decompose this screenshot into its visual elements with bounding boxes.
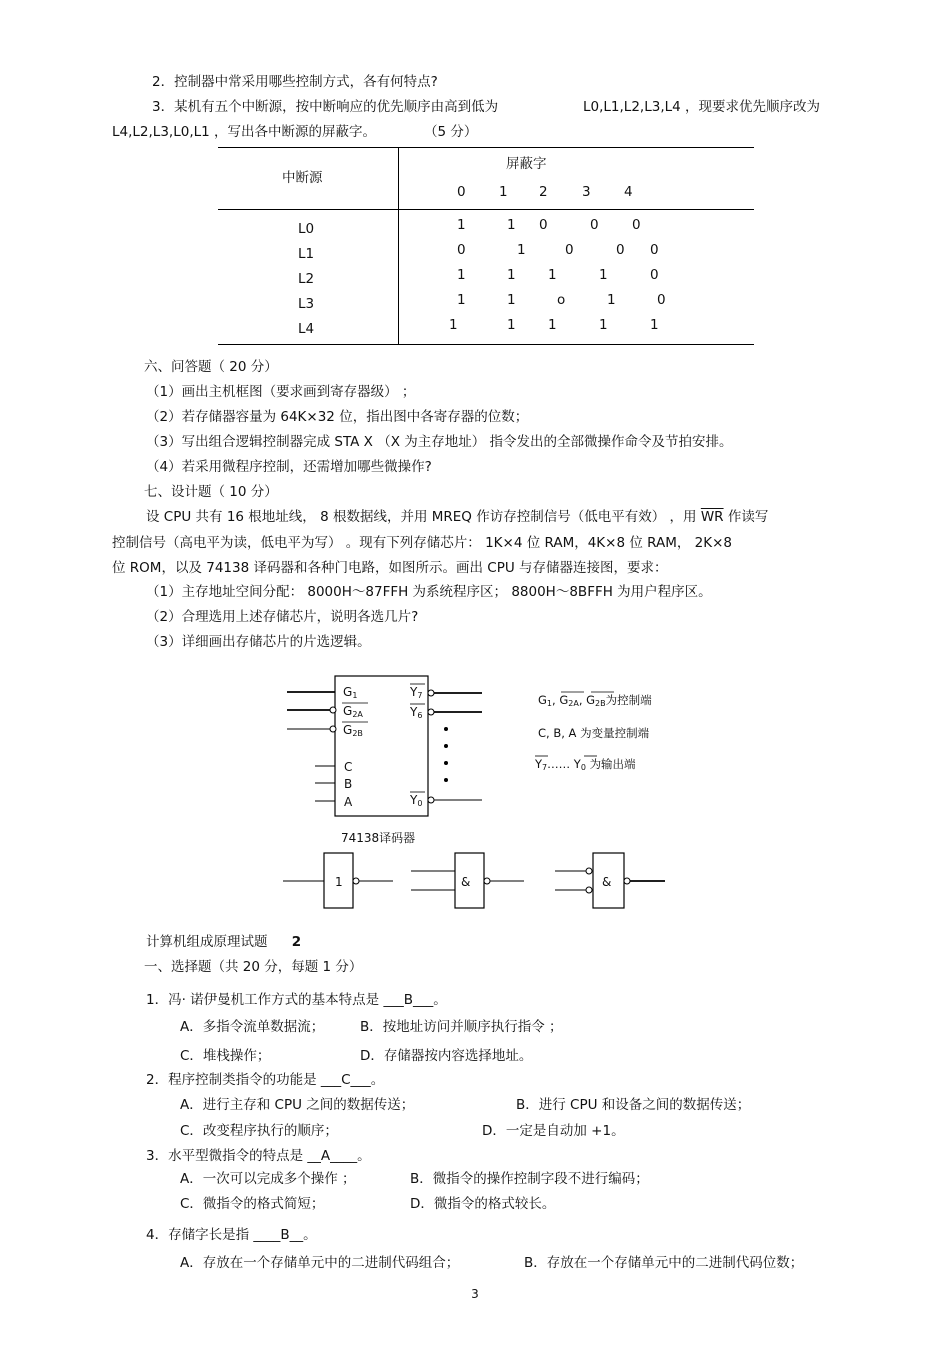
cell: o <box>557 292 566 308</box>
mc-q3-option-d: D．微指令的格式较长。 <box>410 1196 556 1212</box>
cell: 1 <box>517 242 526 258</box>
and-gate-1-bubble <box>484 878 490 884</box>
s6-item-1: （1）画出主机框图（要求画到寄存器级） ； <box>146 384 416 400</box>
s7-item-3: （3）详细画出存储芯片的片选逻辑。 <box>146 634 371 650</box>
mc-q1-option-c: C．堆栈操作； <box>180 1048 271 1064</box>
mc-q2-option-b: B．进行 CPU 和设备之间的数据传送； <box>516 1097 751 1113</box>
bit-header-2: 2 <box>539 184 548 200</box>
row-source-L0: L0 <box>298 221 315 237</box>
cell: 1 <box>457 292 466 308</box>
question-2: 2．控制器中常采用哪些控制方式，各有何特点? <box>152 74 438 90</box>
bubble-y7 <box>428 690 434 696</box>
exam-2-number: 2 <box>291 934 302 950</box>
cell: 1 <box>607 292 616 308</box>
pin-g2b: G2B <box>343 723 363 738</box>
bit-header-1: 1 <box>499 184 508 200</box>
section-7-title: 七、设计题（ 10 分） <box>144 484 278 500</box>
mc-q1-option-a: A．多指令流单数据流； <box>180 1019 325 1035</box>
s7-para-line2: 控制信号（高电平为读，低电平为写） 。现有下列存储芯片： 1K×4 位 RAM，4K×8 位 RAM， 2K×8 <box>112 535 732 551</box>
s7-para-line1 <box>146 508 768 526</box>
question-3-score: （5 分） <box>424 124 478 140</box>
ellipsis-dot <box>444 761 448 765</box>
cell: 0 <box>632 217 641 233</box>
row-source-L2: L2 <box>298 271 315 287</box>
bubble-g2b <box>330 726 336 732</box>
note-variable-pins: C, B, A 为变量控制端 <box>538 726 650 740</box>
cell: 1 <box>548 267 557 283</box>
bit-header-4: 4 <box>624 184 633 200</box>
cell: 1 <box>457 217 466 233</box>
decoder-diagram <box>280 668 680 918</box>
section-1-title: 一、选择题（共 20 分，每题 1 分） <box>144 959 363 975</box>
not-gate-label: 1 <box>335 875 343 889</box>
and-gate-2-label: & <box>602 875 612 889</box>
question-3-line1b: L0,L1,L2,L3,L4 ，现要求优先顺序改为 <box>583 99 821 115</box>
cell: 0 <box>590 217 599 233</box>
s7-item-2: （2）合理选用上述存储芯片，说明各选几片? <box>146 609 419 625</box>
pin-y6: Y6 <box>410 705 423 720</box>
question-3-line2: L4,L2,L3,L0,L1 ，写出各中断源的屏蔽字。 <box>112 124 377 140</box>
pin-a: A <box>344 795 353 809</box>
mask-table <box>218 147 754 345</box>
s6-item-4: （4）若采用微程序控制，还需增加哪些微操作? <box>146 459 432 475</box>
mc-q4-option-b: B．存放在一个存储单元中的二进制代码位数； <box>524 1255 804 1271</box>
cell: 1 <box>599 317 608 333</box>
and2-input-2-bubble <box>586 887 592 893</box>
table-top-rule <box>218 147 754 148</box>
header-mask: 屏蔽字 <box>506 156 547 172</box>
mc-q1-option-b: B．按地址访问并顺序执行指令 ； <box>360 1019 563 1035</box>
bit-header-3: 3 <box>582 184 591 200</box>
s7-para-line1b: 作读写 <box>727 509 769 525</box>
header-source: 中断源 <box>282 170 323 186</box>
table-mid-rule <box>218 209 754 210</box>
pin-g2a: G2A <box>343 704 363 719</box>
note-control-pins: G1, G2A, G2B为控制端 <box>538 693 652 708</box>
cell: 1 <box>548 317 557 333</box>
mc-q1-option-d: D．存储器按内容选择地址。 <box>360 1048 533 1064</box>
cell: 1 <box>599 267 608 283</box>
ellipsis-dot <box>444 727 448 731</box>
exam-2-title <box>146 933 301 951</box>
mc-q4-option-a: A．存放在一个存储单元中的二进制代码组合； <box>180 1255 460 1271</box>
mc-question-1: 1．冯· 诺伊曼机工作方式的基本特点是 ___B___。 <box>146 992 447 1008</box>
decoder-caption: 74138译码器 <box>341 831 416 845</box>
pin-y0: Y0 <box>410 793 423 808</box>
bit-header-0: 0 <box>457 184 466 200</box>
cell: 0 <box>650 267 659 283</box>
s6-item-3: （3）写出组合逻辑控制器完成 STA X （X 为主存地址） 指令发出的全部微操作命令及节拍安排。 <box>146 434 733 450</box>
bubble-g2a <box>330 707 336 713</box>
mc-q3-option-a: A．一次可以完成多个操作 ； <box>180 1171 356 1187</box>
bubble-y0 <box>428 797 434 803</box>
cell: 0 <box>457 242 466 258</box>
cell: 0 <box>539 217 548 233</box>
cell: 0 <box>616 242 625 258</box>
row-source-L1: L1 <box>298 246 315 262</box>
table-vertical-rule <box>398 147 399 345</box>
mc-question-4: 4．存储字长是指 ____B__。 <box>146 1227 317 1243</box>
s7-para-line1a: 设 CPU 共有 16 根地址线， 8 根数据线，并用 MREQ 作访存控制信号（低电平有效） ，用 <box>146 509 697 525</box>
page-number: 3 <box>471 1287 479 1301</box>
mc-q2-option-d: D．一定是自动加 +1。 <box>482 1123 625 1139</box>
cell: 0 <box>657 292 666 308</box>
pin-y7: Y7 <box>410 685 423 700</box>
cell: 0 <box>565 242 574 258</box>
mc-question-3: 3．水平型微指令的特点是 __A____。 <box>146 1148 371 1164</box>
pin-c: C <box>344 760 353 774</box>
cell: 1 <box>650 317 659 333</box>
s7-item-1: （1）主存地址空间分配： 8000H～87FFH 为系统程序区； 8800H～8BFFH 为用户程序区。 <box>146 584 712 600</box>
note-output-pins: Y7…… Y0 为输出端 <box>535 757 636 772</box>
section-6-title: 六、问答题（ 20 分） <box>144 359 278 375</box>
cell: 1 <box>507 217 516 233</box>
and-gate-1-label: & <box>461 875 471 889</box>
cell: 1 <box>507 292 516 308</box>
s6-item-2: （2）若存储器容量为 64K×32 位，指出图中各寄存器的位数； <box>146 409 529 425</box>
mc-q3-option-c: C．微指令的格式简短； <box>180 1196 325 1212</box>
mc-q2-option-c: C．改变程序执行的顺序； <box>180 1123 338 1139</box>
question-3-line1a: 3．某机有五个中断源，按中断响应的优先顺序由高到低为 <box>152 99 499 115</box>
mc-question-2: 2．程序控制类指令的功能是 ___C___。 <box>146 1072 385 1088</box>
cell: 0 <box>650 242 659 258</box>
cell: 1 <box>507 267 516 283</box>
and2-input-1-bubble <box>586 868 592 874</box>
cell: 1 <box>457 267 466 283</box>
s7-para-line3: 位 ROM，以及 74138 译码器和各种门电路，如图所示。画出 CPU 与存储器连接图，要求： <box>112 560 668 576</box>
exam-2-title-text: 计算机组成原理试题 <box>146 934 268 950</box>
row-source-L3: L3 <box>298 296 315 312</box>
mc-q2-option-a: A．进行主存和 CPU 之间的数据传送； <box>180 1097 415 1113</box>
table-bottom-rule <box>218 344 754 345</box>
ellipsis-dot <box>444 778 448 782</box>
cell: 1 <box>449 317 458 333</box>
pin-b: B <box>344 777 353 791</box>
cell: 1 <box>507 317 516 333</box>
row-source-L4: L4 <box>298 321 315 337</box>
ellipsis-dot <box>444 744 448 748</box>
bubble-y6 <box>428 709 434 715</box>
not-gate-bubble <box>353 878 359 884</box>
pin-g1: G1 <box>343 685 358 700</box>
mc-q3-option-b: B．微指令的操作控制字段不进行编码； <box>410 1171 649 1187</box>
and-gate-2-bubble <box>624 878 630 884</box>
wr-signal: $\overline{WR}$ <box>700 509 724 525</box>
